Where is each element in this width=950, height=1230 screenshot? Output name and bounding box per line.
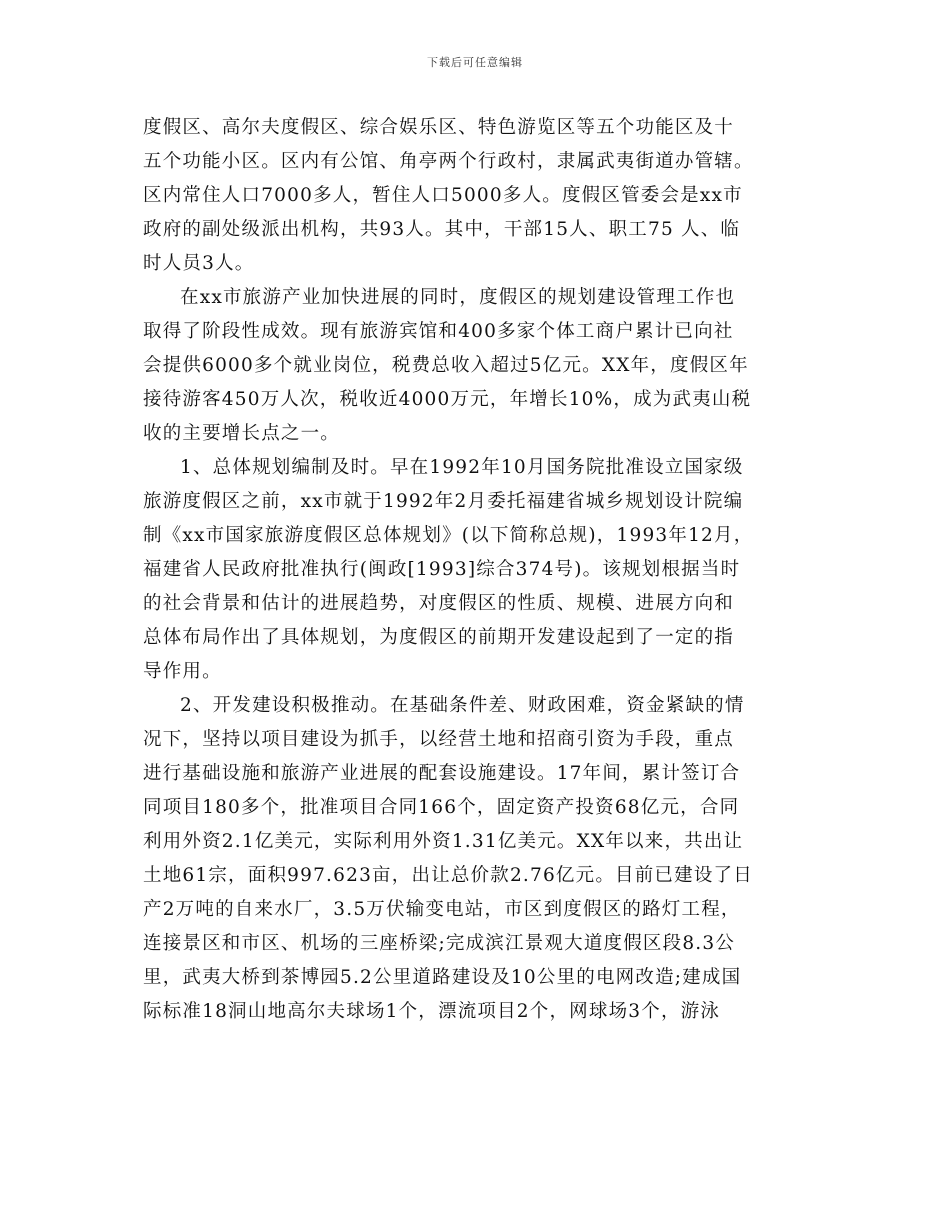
text-line: 政府的副处级派出机构，共93人。其中，干部15人、职工75 人、临 [143, 219, 741, 240]
text-line: 取得了阶段性成效。现有旅游宾馆和400多家个体工商户累计已向社 [143, 321, 734, 342]
text-line: 在xx市旅游产业加快进展的同时，度假区的规划建设管理工作也 [180, 287, 736, 308]
paragraph [143, 111, 813, 281]
text-line: 进行基础设施和旅游产业进展的配套设施建设。17年间，累计签订合 [143, 763, 741, 784]
text-line: 际标准18洞山地高尔夫球场1个，漂流项目2个，网球场3个，游泳 [143, 1001, 721, 1022]
text-line: 导作用。 [143, 661, 222, 682]
text-line: 的社会背景和估计的进展趋势，对度假区的性质、规模、进展方向和 [143, 593, 735, 614]
text-line: 旅游度假区之前，xx市就于1992年2月委托福建省城乡规划设计院编 [143, 491, 744, 512]
document-body [143, 111, 813, 1029]
paragraph [143, 281, 813, 451]
text-line: 收的主要增长点之一。 [143, 423, 341, 444]
text-line: 1、总体规划编制及时。早在1992年10月国务院批准设立国家级 [180, 457, 744, 478]
text-line: 度假区、高尔夫度假区、综合娱乐区、特色游览区等五个功能区及十 [143, 117, 735, 138]
text-line: 总体布局作出了具体规划，为度假区的前期开发建设起到了一定的指 [143, 627, 735, 648]
paragraph [143, 451, 813, 689]
text-line: 产2万吨的自来水厂，3.5万伏输变电站，市区到度假区的路灯工程， [143, 899, 741, 920]
text-line: 时人员3人。 [143, 253, 255, 274]
text-line: 接待游客450万人次，税收近4000万元，年增长10%，成为武夷山税 [143, 389, 752, 410]
text-line: 土地61宗，面积997.623亩，出让总价款2.76亿元。目前已建设了日 [143, 865, 753, 886]
paragraph [143, 689, 813, 1029]
text-line: 会提供6000多个就业岗位，税费总收入超过5亿元。XX年，度假区年 [143, 355, 749, 376]
page-header: 下载后可任意编辑 [427, 56, 523, 69]
text-line: 利用外资2.1亿美元，实际利用外资1.31亿美元。XX年以来，共出让 [143, 831, 744, 852]
text-line: 连接景区和市区、机场的三座桥梁;完成滨江景观大道度假区段8.3公 [143, 933, 736, 954]
text-line: 五个功能小区。区内有公馆、角亭两个行政村，隶属武夷街道办管辖。 [143, 151, 754, 172]
text-line: 制《xx市国家旅游度假区总体规划》(以下简称总规)，1993年12月， [143, 525, 754, 546]
text-line: 2、开发建设积极推动。在基础条件差、财政困难，资金紧缺的情 [180, 695, 745, 716]
text-line: 况下，坚持以项目建设为抓手，以经营土地和招商引资为手段，重点 [143, 729, 735, 750]
text-line: 福建省人民政府批准执行(闽政[1993]综合374号)。该规划根据当时 [143, 559, 741, 580]
text-line: 同项目180多个，批准项目合同166个，固定资产投资68亿元，合同 [143, 797, 740, 818]
text-line: 区内常住人口7000多人，暂住人口5000多人。度假区管委会是xx市 [143, 185, 743, 206]
text-line: 里，武夷大桥到茶博园5.2公里道路建设及10公里的电网改造;建成国 [143, 967, 742, 988]
